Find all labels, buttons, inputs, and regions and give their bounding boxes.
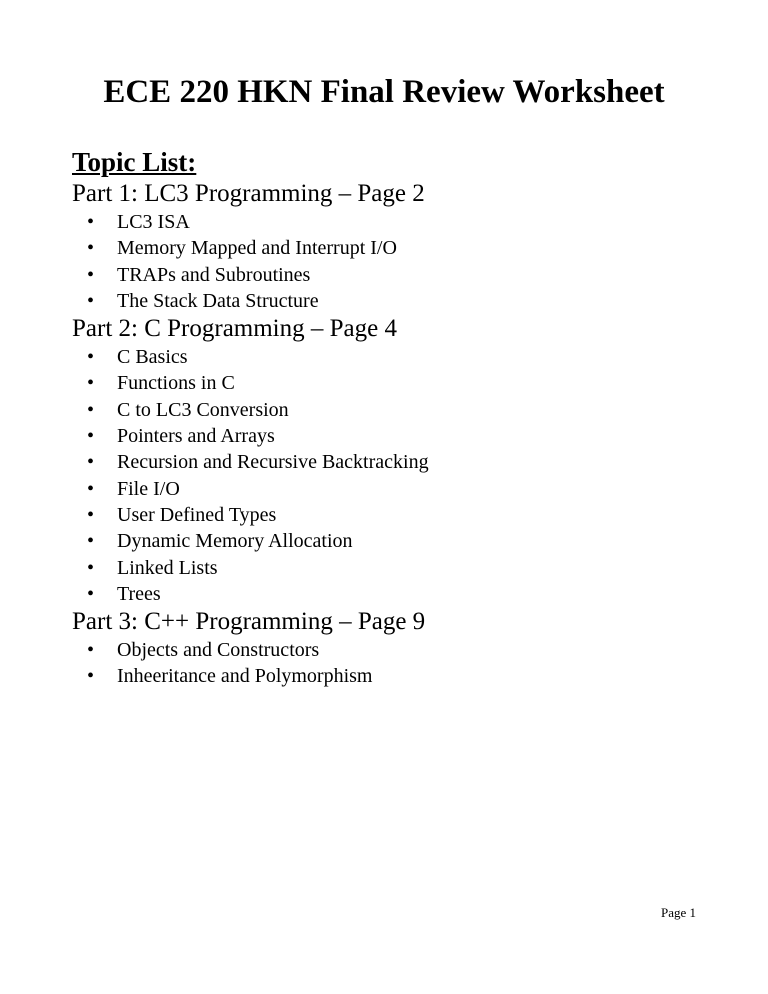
list-item [72,370,712,396]
list-item [72,288,712,314]
bullet-icon: • [87,398,95,421]
list-item [72,502,712,528]
list-item-text: File I/O [117,477,180,500]
bullet-icon: • [87,211,95,233]
bullet-icon: • [87,263,95,286]
list-item [72,528,712,554]
bullet-icon: • [87,425,95,448]
list-item-text: Memory Mapped and Interrupt I/O [117,237,397,260]
part-1-heading: Part 1: LC3 Programming – Page 2 [72,180,425,207]
list-item-text: Inheeritance and Polymorphism [117,665,373,688]
list-item-text: Dynamic Memory Allocation [117,530,353,553]
list-item [72,476,712,502]
list-item-text: LC3 ISA [117,211,190,233]
list-item [72,235,712,261]
part-3-heading: Part 3: C++ Programming – Page 9 [72,608,426,636]
list-item-text: TRAPs and Subroutines [117,263,311,286]
list-item-text: Trees [117,582,161,605]
bullet-icon: • [87,289,95,312]
list-item [72,262,712,288]
part-1-section [72,179,712,314]
list-item-text: C to LC3 Conversion [117,398,289,421]
bullet-icon: • [87,556,95,579]
bullet-icon: • [87,346,95,369]
list-item-text: Objects and Constructors [117,639,320,662]
list-item [72,663,712,689]
list-item [72,637,712,663]
list-item-text: Linked Lists [117,556,218,579]
topic-list-heading: Topic List: [72,147,197,177]
bullet-icon: • [87,372,95,395]
document-title: ECE 220 HKN Final Review Worksheet [103,74,665,110]
list-item [72,581,712,607]
list-item [72,209,712,235]
list-item-text: C Basics [117,346,188,369]
page-number: Page 1 [660,905,696,920]
list-item [72,423,712,449]
list-item-text: Recursion and Recursive Backtracking [117,451,429,474]
part-3-items [72,637,712,690]
list-item [72,449,712,475]
list-item [72,555,712,581]
list-item [72,344,712,370]
bullet-icon: • [87,503,95,526]
part-2-section [72,314,712,607]
part-3-section [72,607,712,690]
part-2-items [72,344,712,607]
list-item-text: Functions in C [117,372,235,395]
bullet-icon: • [87,639,95,662]
topic-list [72,145,712,690]
bullet-icon: • [87,665,95,688]
list-item [72,397,712,423]
list-item-text: The Stack Data Structure [117,289,319,312]
part-2-heading: Part 2: C Programming – Page 4 [72,315,397,343]
bullet-icon: • [87,582,95,605]
bullet-icon: • [87,530,95,553]
bullet-icon: • [87,237,95,260]
list-item-text: User Defined Types [117,503,277,526]
bullet-icon: • [87,477,95,500]
part-1-items [72,209,712,314]
bullet-icon: • [87,451,95,474]
list-item-text: Pointers and Arrays [117,425,275,448]
